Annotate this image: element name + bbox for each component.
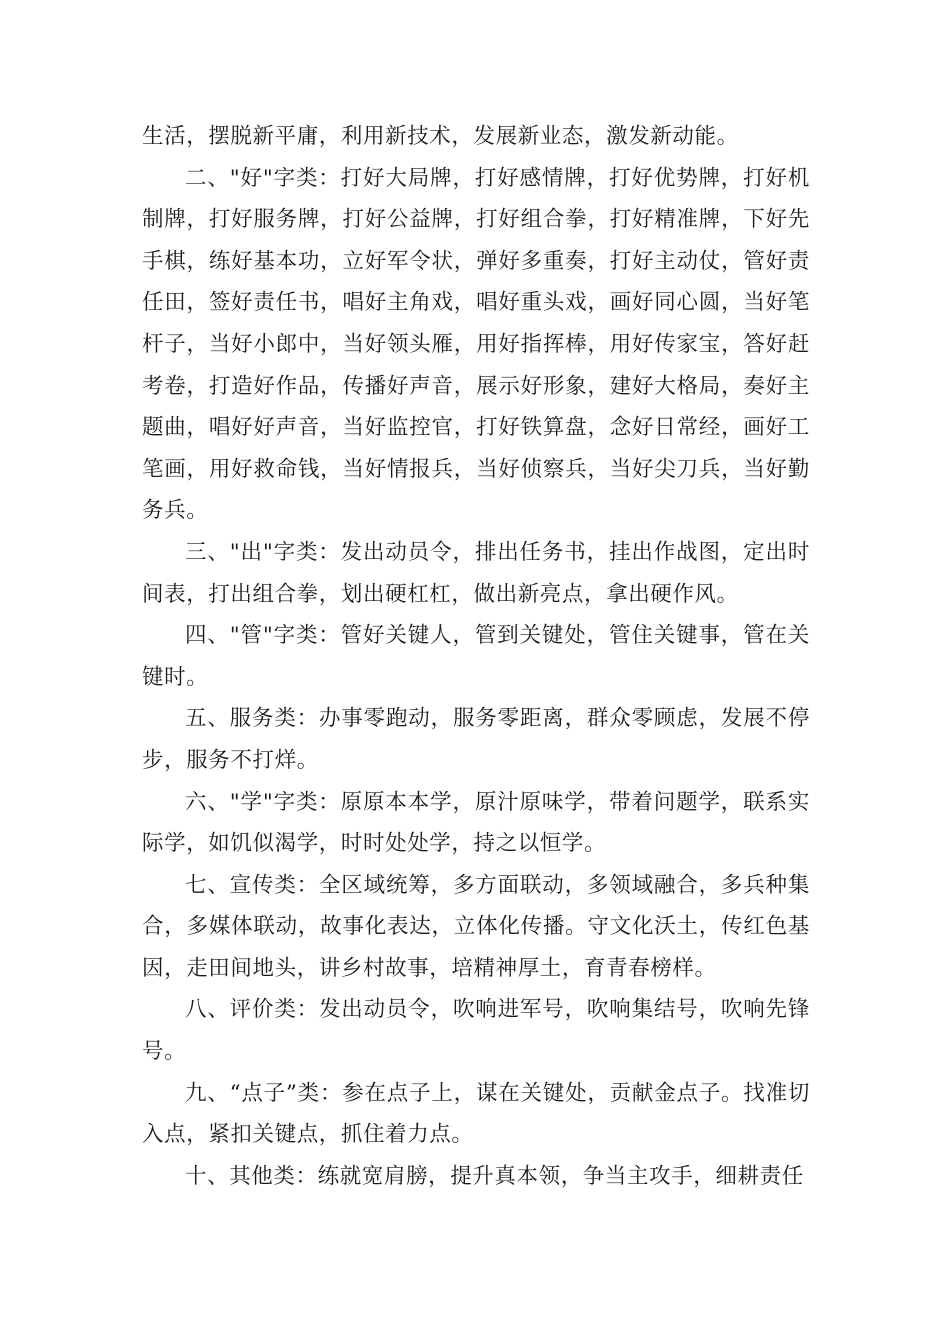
paragraph-continuation: 生活，摆脱新平庸，利用新技术，发展新业态，激发新动能。	[142, 124, 739, 149]
paragraph-xue-category: 六、"学"字类：原原本本学，原汁原味学，带着问题学，联系实际学，如饥似渴学，时时处处学，持之以恒学。	[142, 789, 810, 857]
paragraph-guan-category: 四、"管"字类：管好关键人，管到关键处，管住关键事，管在关键时。	[142, 623, 810, 690]
paragraph-chu-category: 三、"出"字类：发出动员令，排出任务书，挂出作战图，定出时间表，打出组合拳，划出硬杠杠，做出新亮点，拿出硬作风。	[142, 539, 810, 607]
paragraph-idea-category: 九、“点子”类：参在点子上，谋在关键处，贡献金点子。找准切入点，紧扣关键点，抓住着力点。	[142, 1080, 810, 1148]
paragraph-publicity-category: 七、宣传类：全区域统筹，多方面联动，多领域融合，多兵种集合，多媒体联动，故事化表达，立体化传播。守文化沃土，传红色基因，走田间地头，讲乡村故事，培精神厚土，育青春榜样。	[142, 872, 810, 981]
paragraph-hao-category: 二、"好"字类：打好大局牌，打好感情牌，打好优势牌，打好机制牌，打好服务牌，打好公益牌，打好组合拳，打好精准牌，下好先手棋，练好基本功，立好军令状，弹好多重奏，打好主动仗，管好责任田，签好责任书，唱好主角戏，唱好重头戏，画好同心圆，当好笔杆子，当好小郎中，当好领头雁，用好指挥棒，用好传家宝，答好赶考卷，打造好作品，传播好声音，展示好形象，建好大格局，奏好主题曲，唱好好声音，当好监控官，打好铁算盘，念好日常经，画好工笔画，用好救命钱，当好情报兵，当好侦察兵，当好尖刀兵，当好勤务兵。	[142, 165, 810, 524]
paragraph-evaluation-category: 八、评价类：发出动员令，吹响进军号，吹响集结号，吹响先锋号。	[142, 997, 810, 1065]
document-body	[142, 116, 810, 1197]
paragraph-service-category: 五、服务类：办事零跑动，服务零距离，群众零顾虑，发展不停步，服务不打烊。	[142, 706, 810, 773]
paragraph-other-category: 十、其他类：练就宽肩膀，提升真本领，争当主攻手，细耕责任	[185, 1163, 804, 1189]
